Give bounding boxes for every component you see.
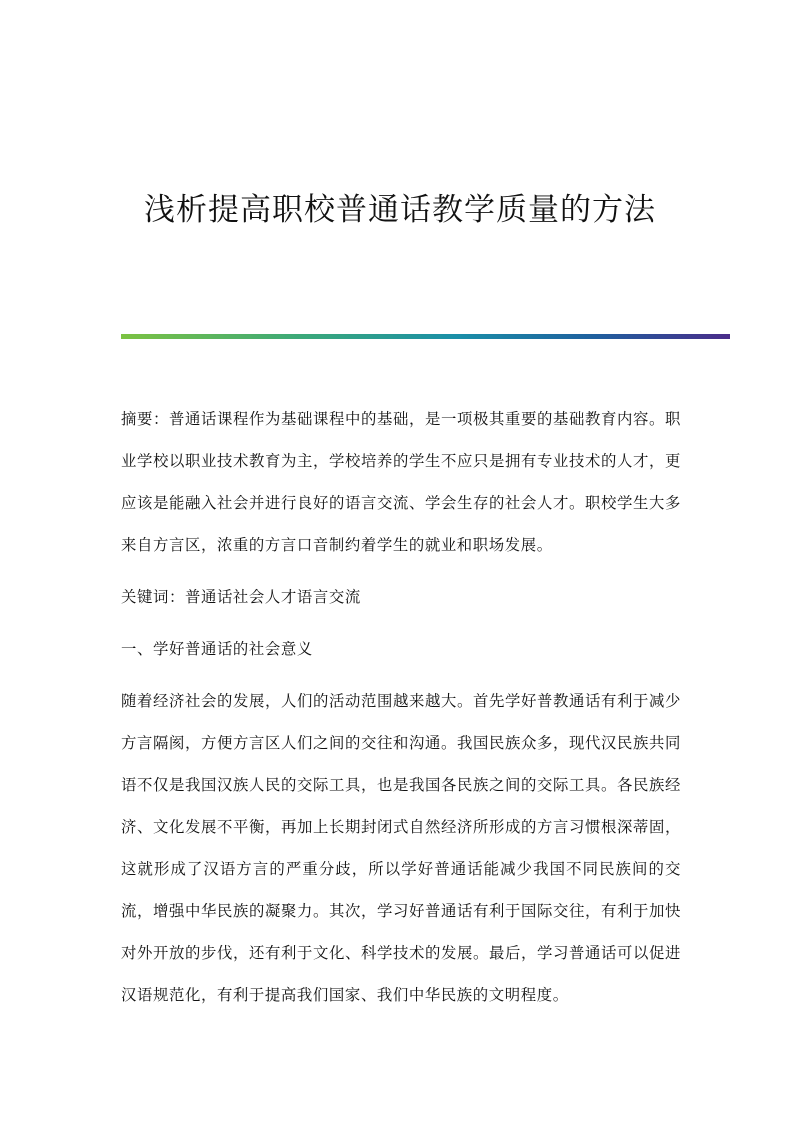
keywords-line: 关键词：普通话社会人才语言交流 [121, 588, 361, 606]
document-body [121, 398, 681, 1026]
abstract-paragraph: 摘要：普通话课程作为基础课程中的基础，是一项极其重要的基础教育内容。职业学校以职业技术教育为主，学校培养的学生不应只是拥有专业技术的人才，更应该是能融入社会并进行良好的语言交流、学会生存的社会人才。职校学生大多来自方言区，浓重的方言口音制约着学生的就业和职场发展。 [121, 410, 681, 554]
section-paragraph: 随着经济社会的发展，人们的活动范围越来越大。首先学好普教通话有利于减少方言隔阂，方便方言区人们之间的交往和沟通。我国民族众多，现代汉民族共同语不仅是我国汉族人民的交际工具，也是我国各民族之间的交际工具。各民族经济、文化发展不平衡，再加上长期封闭式自然经济所形成的方言习惯根深蒂固，这就形成了汉语方言的严重分歧，所以学好普通话能减少我国不同民族间的交流，增强中华民族的凝聚力。其次，学习好普通话有利于国际交往，有利于加快对外开放的步伐，还有利于文化、科学技术的发展。最后，学习普通话可以促进汉语规范化，有利于提高我们国家、我们中华民族的文明程度。 [121, 692, 681, 1004]
document-title: 浅析提高职校普通话教学质量的方法 [144, 192, 656, 228]
section-heading: 一、学好普通话的社会意义 [121, 640, 313, 658]
gradient-divider [121, 334, 730, 339]
